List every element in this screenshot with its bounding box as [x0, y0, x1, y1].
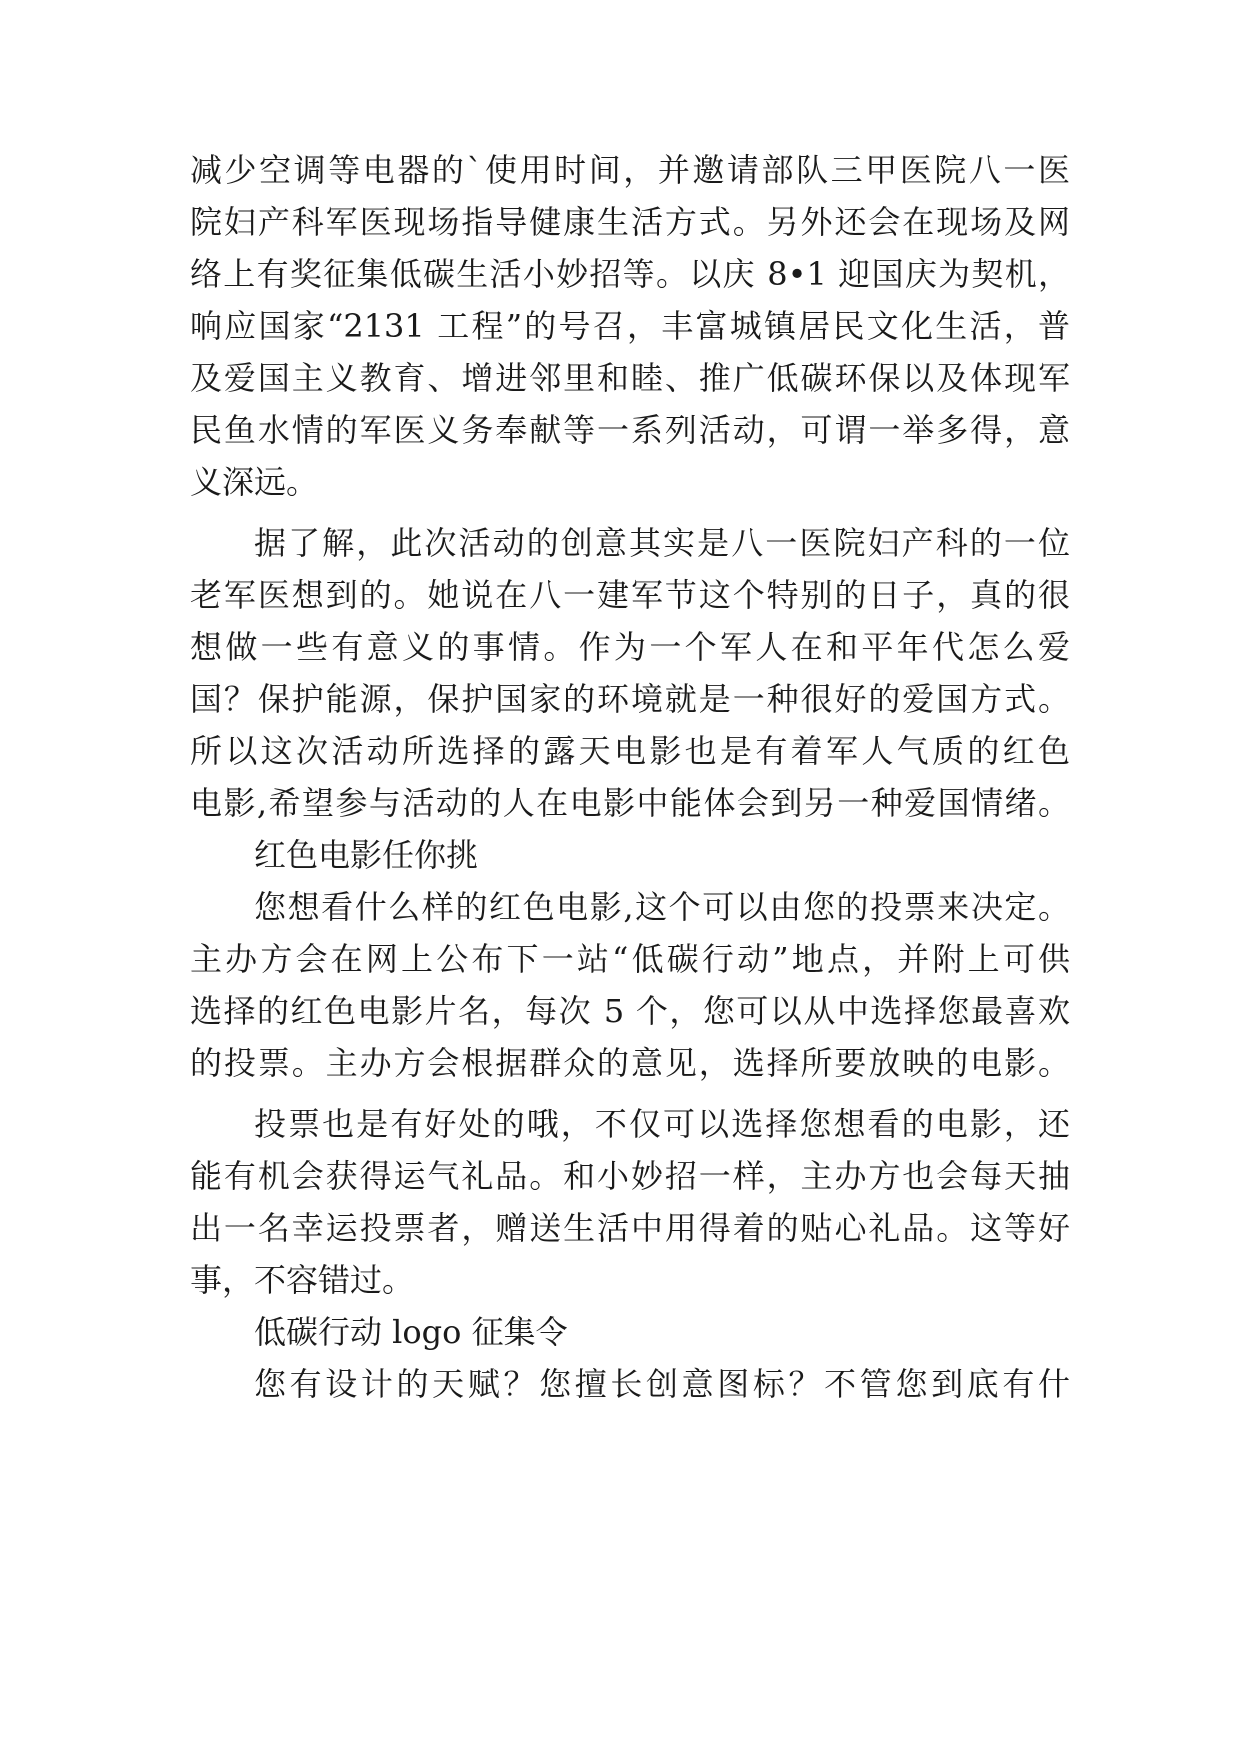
text-line: 民鱼水情的军医义务奉献等一系列活动，可谓一举多得，意: [190, 411, 1070, 449]
text-line: 想做一些有意义的事情。作为一个军人在和平年代怎么爱: [190, 628, 1070, 666]
text-line: 据了解，此次活动的创意其实是八一医院妇产科的一位: [254, 524, 1070, 562]
text-line: 减少空调等电器的`使用时间，并邀请部队三甲医院八一医: [190, 151, 1070, 189]
text-line: 所以这次活动所选择的露天电影也是有着军人气质的红色: [190, 732, 1070, 770]
text-line: 络上有奖征集低碳生活小妙招等。以庆 8•1 迎国庆为契机，: [190, 255, 1070, 293]
text-line: 电影,希望参与活动的人在电影中能体会到另一种爱国情绪。: [190, 784, 1070, 822]
text-line: 老军医想到的。她说在八一建军节这个特别的日子，真的很: [190, 576, 1070, 614]
section-heading: 红色电影任你挑: [254, 836, 479, 874]
text-line: 响应国家“2131 工程”的号召，丰富城镇居民文化生活，普: [190, 307, 1070, 345]
text-line: 能有机会获得运气礼品。和小妙招一样，主办方也会每天抽: [190, 1157, 1070, 1195]
text-line: 投票也是有好处的哦，不仅可以选择您想看的电影，还: [254, 1105, 1070, 1143]
text-line: 院妇产科军医现场指导健康生活方式。另外还会在现场及网: [190, 203, 1070, 241]
text-line: 出一名幸运投票者，赠送生活中用得着的贴心礼品。这等好: [190, 1209, 1070, 1247]
text-line: 义深远。: [190, 463, 319, 501]
text-line: 国？保护能源，保护国家的环境就是一种很好的爱国方式。: [190, 680, 1070, 718]
text-line: 及爱国主义教育、增进邻里和睦、推广低碳环保以及体现军: [190, 359, 1070, 397]
text-line: 事，不容错过。: [190, 1261, 415, 1299]
text-line: 您想看什么样的红色电影,这个可以由您的投票来决定。: [254, 888, 1070, 926]
text-line: 您有设计的天赋？您擅长创意图标？不管您到底有什: [254, 1365, 1070, 1403]
text-line: 的投票。主办方会根据群众的意见，选择所要放映的电影。: [190, 1044, 1070, 1082]
text-line: 主办方会在网上公布下一站“低碳行动”地点，并附上可供: [190, 940, 1070, 978]
text-line: 选择的红色电影片名，每次 5 个，您可以从中选择您最喜欢: [190, 992, 1070, 1030]
section-heading: 低碳行动 logo 征集令: [254, 1313, 568, 1351]
